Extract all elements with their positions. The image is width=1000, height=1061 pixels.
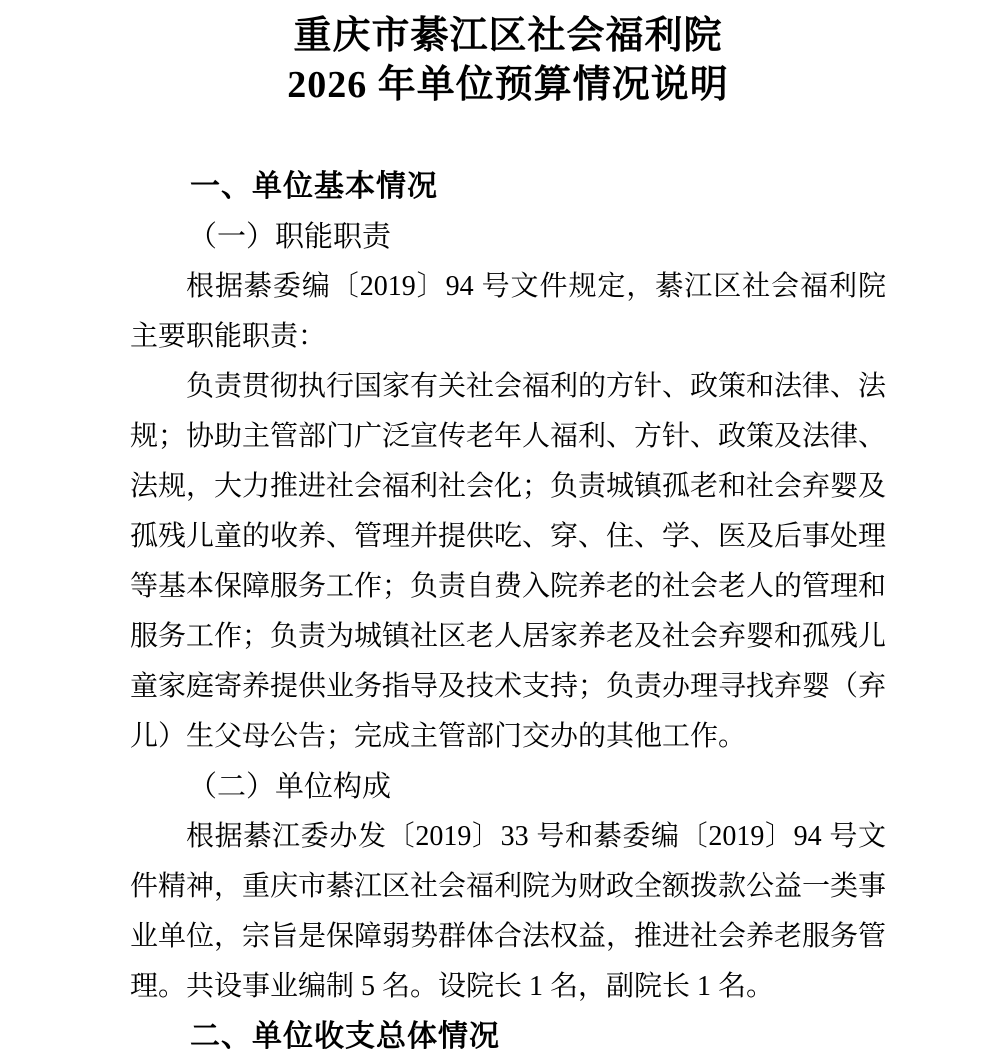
paragraph-duties-detail: 负责贯彻执行国家有关社会福利的方针、政策和法律、法规；协助主管部门广泛宣传老年人福利、方针、政策及法律、法规，大力推进社会福利社会化；负责城镇孤老和社会弃婴及孤残儿童的收养、管理并提供吃、穿、住、学、医及后事处理等基本保障服务工作；负责自费入院养老的社会老人的管理和服务工作；负责为城镇社区老人居家养老及社会弃婴和孤残儿童家庭寄养提供业务指导及技术支持；负责办理寻找弃婴（弃儿）生父母公告；完成主管部门交办的其他工作。 (130, 371, 887, 752)
section-heading-basic-situation: 一、单位基本情况 (190, 170, 438, 203)
subheading-duties: （一）职能职责 (188, 221, 392, 253)
document-title (130, 12, 886, 110)
document-title-line1: 重庆市綦江区社会福利院 (293, 15, 723, 57)
section-heading-revenue-expenditure: 二、单位收支总体情况 (190, 1020, 500, 1053)
document-title-line2: 2026 年单位预算情况说明 (287, 64, 729, 106)
document-body (130, 162, 886, 1061)
subheading-unit-composition: （二）单位构成 (188, 771, 392, 803)
paragraph-unit-composition: 根据綦江委办发〔2019〕33 号和綦委编〔2019〕94 号文件精神，重庆市綦江区社会福利院为财政全额拨款公益一类事业单位，宗旨是保障弱势群体合法权益，推进社会养老服务管理。共设事业编制 5 名。设院长 1 名，副院长 1 名。 (130, 821, 887, 1002)
paragraph-duties-intro: 根据綦委编〔2019〕94 号文件规定，綦江区社会福利院主要职能职责： (130, 271, 886, 352)
